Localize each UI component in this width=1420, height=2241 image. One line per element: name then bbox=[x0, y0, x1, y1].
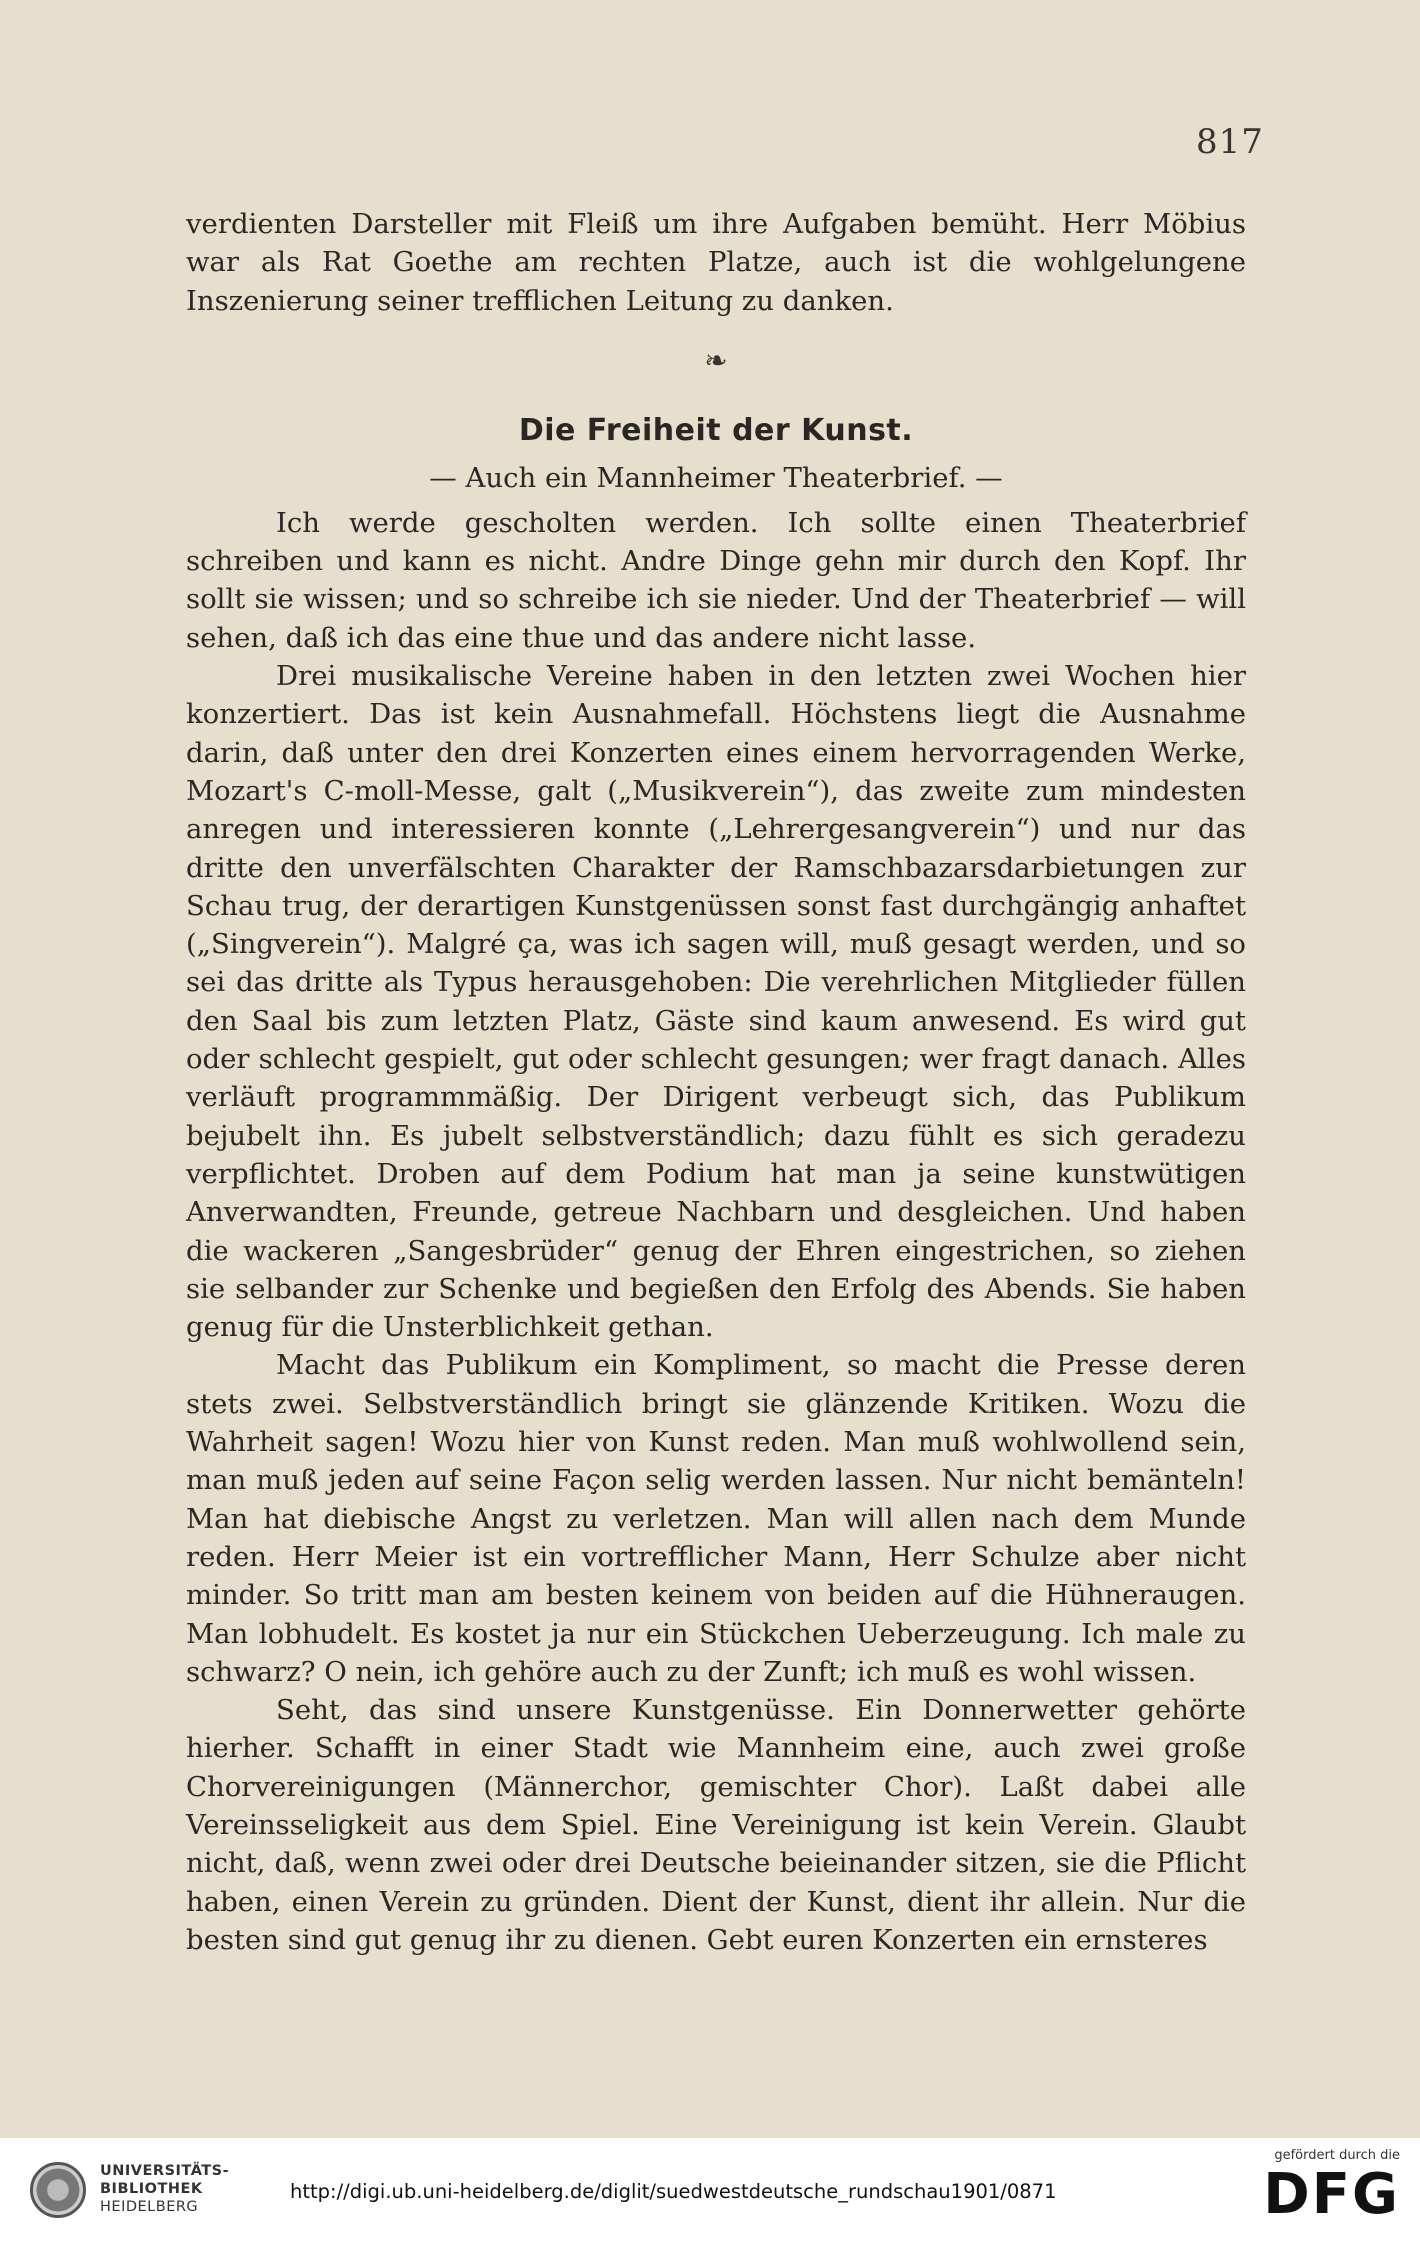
paragraph-1: Ich werde gescholten werden. Ich sollte einen Theaterbrief schreiben und kann es nicht. Andre Dinge gehn mir durch den Kopf. Ihr sollt sie wissen; und so schreibe ich sie nieder. Und der Theaterbrief — will sehen, daß ich das eine thue und das andere nicht lasse. bbox=[186, 506, 1246, 654]
viewer-footer bbox=[0, 2138, 1420, 2241]
article-heading: Die Freiheit der Kunst. bbox=[518, 412, 914, 448]
article-subheading: — Auch ein Mannheimer Theaterbrief. — bbox=[429, 461, 1003, 494]
dfg-logo[interactable]: DFG bbox=[1263, 2162, 1400, 2227]
university-seal-icon bbox=[30, 2162, 86, 2218]
page-number: 817 bbox=[1196, 122, 1264, 162]
paragraph-4: Seht, das sind unsere Kunstgenüsse. Ein Donnerwetter gehörte hierher. Schafft in einer Stadt wie Mannheim eine, auch zwei große Chorvereinigungen (Männerchor, gemischter Chor). Laßt dabei alle Vereinsseligkeit aus dem Spiel. Eine Vereinigung ist kein Verein. Glaubt nicht, daß, wenn zwei oder drei Deutsche beieinander sitzen, sie die Pflicht haben, einen Verein zu gründen. Dient der Kunst, dient ihr allein. Nur die besten sind gut genug ihr zu dienen. Gebt euren Konzerten ein ernsteres bbox=[186, 1694, 1246, 1956]
text-body bbox=[186, 205, 1246, 1959]
intro-paragraph: verdienten Darsteller mit Fleiß um ihre Aufgaben bemüht. Herr Möbius war als Rat Goethe am rechten Platze, auch ist die wohlgelungene Inszenierung seiner trefflichen Leitung zu danken. bbox=[186, 208, 1246, 317]
paragraph-2: Drei musikalische Vereine haben in den letzten zwei Wochen hier konzertiert. Das ist kein Ausnahmefall. Höchstens liegt die Ausnahme darin, daß unter den drei Konzerten eines einem hervorragenden Werke, Mozart's C-moll-Messe, galt („Musikverein“), das zweite zum mindesten anregen und interessieren konnte („Lehrergesangverein“) und nur das dritte den unverfälschten Charakter der Ramschbazarsdarbietungen zur Schau trug, der derartigen Kunstgenüssen sonst fast durchgängig anhaftet („Singverein“). Malgré ça, was ich sagen will, muß gesagt werden, und so sei das dritte als Typus herausgehoben: Die verehrlichen Mitglieder füllen den Saal bis zum letzten Platz, Gäste sind kaum anwesend. Es wird gut oder schlecht gespielt, gut oder schlecht gesungen; wer fragt danach. Alles verläuft programmmäßig. Der Dirigent verbeugt sich, das Publikum bejubelt ihn. Es jubelt selbstverständlich; dazu fühlt es sich geradezu verpflichtet. Droben auf dem Podium hat man ja seine kunstwütigen Anverwandten, Freunde, getreue Nachbarn und desgleichen. Und haben die wackeren „Sangesbrüder“ genug der Ehren eingestrichen, so ziehen sie selbander zur Schenke und begießen den Erfolg des Abends. Sie haben genug für die Unsterblichkeit gethan. bbox=[186, 660, 1246, 1344]
paragraph-3: Macht das Publikum ein Kompliment, so macht die Presse deren stets zwei. Selbstverständlich bringt sie glänzende Kritiken. Wozu die Wahrheit sagen! Wozu hier von Kunst reden. Man muß wohlwollend sein, man muß jeden auf seine Façon selig werden lassen. Nur nicht bemänteln! Man hat diebische Angst zu verletzen. Man will allen nach dem Munde reden. Herr Meier ist ein vortrefflicher Mann, Herr Schulze aber nicht minder. So tritt man am besten keinem von beiden auf die Hühneraugen. Man lobhudelt. Es kostet ja nur ein Stückchen Ueberzeugung. Ich male zu schwarz? O nein, ich gehöre auch zu der Zunft; ich muß es wohl wissen. bbox=[186, 1349, 1246, 1688]
library-name-line-3: HEIDELBERG bbox=[100, 2199, 199, 2215]
library-name-line-2: BIBLIOTHEK bbox=[100, 2181, 203, 2197]
ornament-divider-icon: ❧ bbox=[704, 343, 728, 377]
funding-label: gefördert durch die bbox=[1274, 2148, 1400, 2163]
funding-notice bbox=[1230, 2148, 1400, 2227]
library-name bbox=[100, 2162, 229, 2216]
source-url-link[interactable]: http://digi.ub.uni-heidelberg.de/diglit/suedwestdeutsche_rundschau1901/0871 bbox=[290, 2180, 1057, 2203]
library-name-line-1: UNIVERSITÄTS- bbox=[100, 2163, 230, 2179]
